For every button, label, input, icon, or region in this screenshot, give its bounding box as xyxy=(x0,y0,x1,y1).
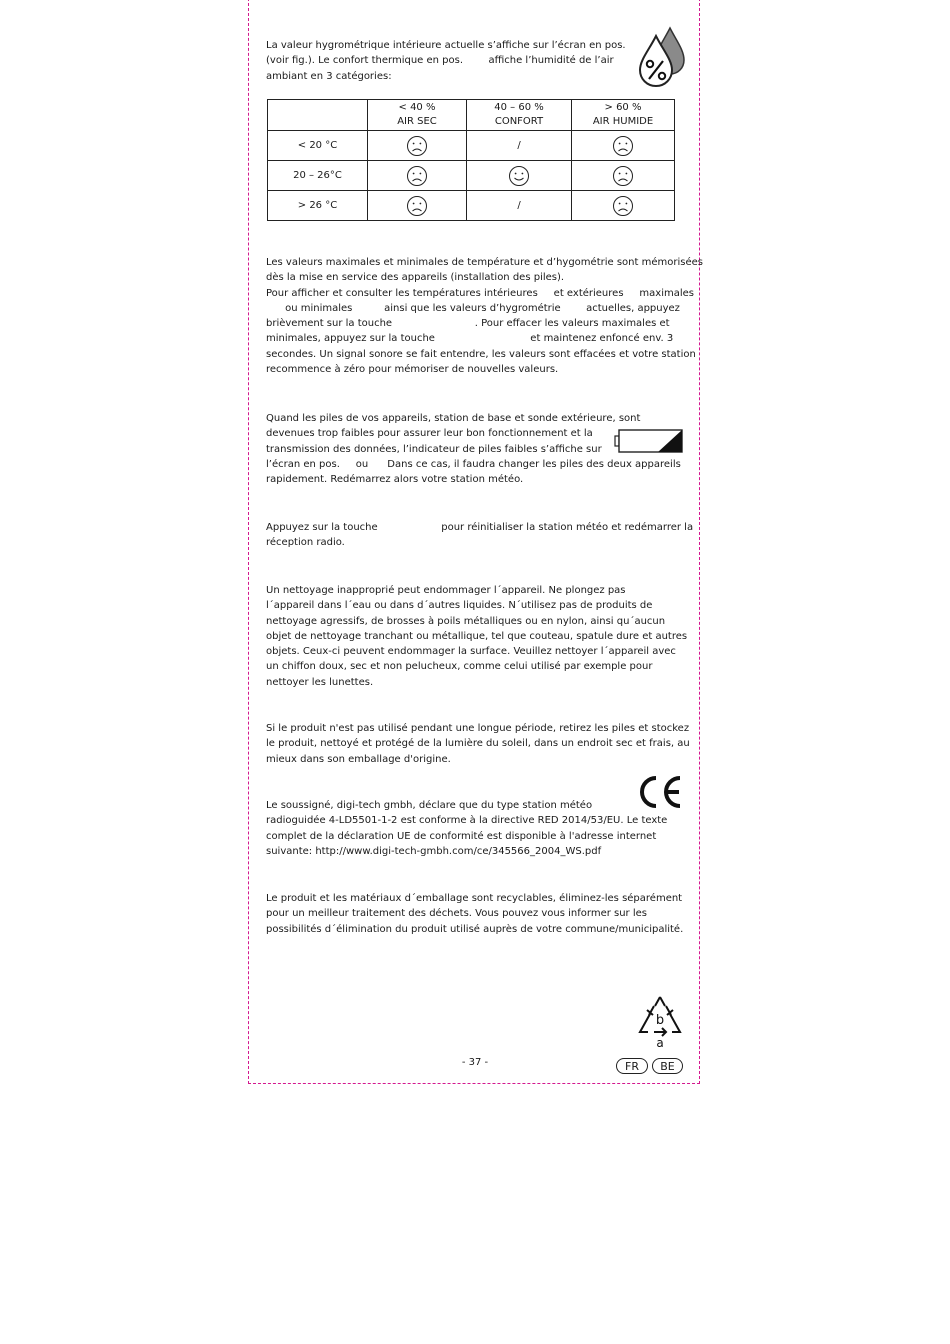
humidity-drop-icon xyxy=(634,26,688,88)
text-line: ou minimales ainsi que les valeurs d’hygrométrie actuelles, appuyez xyxy=(266,302,680,314)
text-line: l´appareil dans l´eau ou dans d´autres liquides. N´utilisez pas de produits de xyxy=(266,600,653,612)
text-line: Le produit et les matériaux d´emballage sont recyclables, éliminez-les séparément xyxy=(266,893,683,904)
table-cell xyxy=(467,161,572,191)
sad-face-icon xyxy=(406,135,428,157)
header-label: AIR SEC xyxy=(397,116,437,127)
text-line: objets. Ceux-ci peuvent endommager la surface. Veuillez nettoyer l´appareil avec xyxy=(266,646,676,658)
table-header-cell xyxy=(467,100,572,131)
text-line: radioguidée 4-LD5501-1-2 est conforme à la directive RED 2014/53/EU. Le texte xyxy=(266,815,668,827)
text-line: pour un meilleur traitement des déchets. Vous pouvez vous informer sur les xyxy=(266,908,647,920)
text-line: Appuyez sur la touche pour réinitialiser la station météo et redémarrer la xyxy=(266,522,694,533)
hygro-intro xyxy=(266,38,626,84)
table-header-row xyxy=(268,100,675,131)
text-line: complet de la déclaration UE de conformité est disponible à l'adresse internet xyxy=(266,830,657,842)
sad-face-icon xyxy=(612,195,634,217)
sad-face-icon xyxy=(406,195,428,217)
row-temp-label: > 26 °C xyxy=(268,191,368,221)
text-line: nettoyage agressifs, de brosses à poils métalliques ou en nylon, ainsi qu´aucun xyxy=(266,615,666,627)
table-row xyxy=(268,131,675,161)
battery-low-icon xyxy=(614,428,684,454)
table-cell xyxy=(368,191,467,221)
text-line: Quand les piles de vos appareils, station de base et sonde extérieure, sont xyxy=(266,413,641,424)
table-cell xyxy=(572,131,675,161)
text-line: l’écran en pos. ou Dans ce cas, il faudra changer les piles des deux appareils xyxy=(266,458,681,470)
country-badge-fr: FR xyxy=(616,1058,648,1074)
text-line: Si le produit n'est pas utilisé pendant une longue période, retirez les piles et stockez xyxy=(266,723,690,734)
page-number: - 37 - xyxy=(461,1057,489,1068)
text-line: dès la mise en service des appareils (installation des piles). xyxy=(266,272,565,284)
sad-face-icon xyxy=(406,165,428,187)
text-line: réception radio. xyxy=(266,537,345,549)
header-label: AIR HUMIDE xyxy=(592,116,654,127)
text-line: transmission des données, l’indicateur de piles faibles s’affiche sur xyxy=(266,443,602,455)
table-header-cell xyxy=(368,100,467,131)
recycle-outer-code: a xyxy=(656,1036,664,1050)
happy-face-icon xyxy=(508,165,530,187)
text-line: recommence à zéro pour mémoriser de nouvelles valeurs. xyxy=(266,364,559,376)
row-temp-label: 20 – 26°C xyxy=(268,161,368,191)
table-cell-none: / xyxy=(467,131,572,161)
text-line: Le soussigné, digi-tech gmbh, déclare que du type station météo xyxy=(266,800,593,811)
recycle-icon xyxy=(636,994,684,1050)
text-line: La valeur hygrométrique intérieure actuelle s’affiche sur l’écran en pos. xyxy=(266,40,626,51)
comfort-table xyxy=(267,99,675,221)
table-row xyxy=(268,191,675,221)
conformity-paragraph xyxy=(266,798,684,859)
text-line: objet de nettoyage tranchant ou métallique, tel que couteau, spatule dure et autres xyxy=(266,630,688,642)
table-header-cell xyxy=(572,100,675,131)
text-line: le produit, nettoyé et protégé de la lumière du soleil, dans un endroit sec et frais, au xyxy=(266,738,690,750)
text-line: ambiant en 3 catégories: xyxy=(266,70,392,82)
table-cell xyxy=(572,191,675,221)
text-line: (voir fig.). Le confort thermique en pos. affiche l’humidité de l’air xyxy=(266,55,614,67)
text-line: Les valeurs maximales et minimales de température et d’hygométrie sont mémorisées xyxy=(266,257,703,268)
text-line: un chiffon doux, sec et non pelucheux, comme celui utilisé par exemple pour xyxy=(266,661,653,673)
text-line: possibilités d´élimination du produit utilisé auprès de votre commune/municipalité. xyxy=(266,923,684,935)
text-line: secondes. Un signal sonore se fait entendre, les valeurs sont effacées et votre station xyxy=(266,348,696,360)
cleaning-paragraph xyxy=(266,583,688,690)
table-cell xyxy=(368,161,467,191)
text-line: Un nettoyage inapproprié peut endommager l´appareil. Ne plongez pas xyxy=(266,585,626,596)
reset-paragraph xyxy=(266,520,694,551)
text-line: brièvement sur la touche . Pour effacer les valeurs maximales et xyxy=(266,318,670,330)
sad-face-icon xyxy=(612,135,634,157)
country-badge-be: BE xyxy=(652,1058,683,1074)
table-corner-cell xyxy=(268,100,368,131)
sad-face-icon xyxy=(612,165,634,187)
table-cell-none: / xyxy=(467,191,572,221)
text-line: rapidement. Redémarrez alors votre station météo. xyxy=(266,474,524,486)
header-range: > 60 % xyxy=(604,102,642,113)
recycle-inner-code: b xyxy=(655,1013,665,1028)
disposal-paragraph xyxy=(266,891,684,937)
storage-paragraph xyxy=(266,721,690,767)
header-range: 40 – 60 % xyxy=(494,102,544,113)
header-label: CONFORT xyxy=(494,116,544,127)
table-cell xyxy=(572,161,675,191)
table-row xyxy=(268,161,675,191)
text-line: devenues trop faibles pour assurer leur bon fonctionnement et la xyxy=(266,428,593,440)
text-line: Pour afficher et consulter les températures intérieures et extérieures maximales xyxy=(266,287,694,299)
minmax-paragraph xyxy=(266,255,703,377)
header-range: < 40 % xyxy=(398,102,436,113)
text-line: suivante: http://www.digi-tech-gmbh.com/ce/345566_2004_WS.pdf xyxy=(266,845,602,857)
text-line: nettoyer les lunettes. xyxy=(266,676,374,688)
table-cell xyxy=(368,131,467,161)
text-line: mieux dans son emballage d'origine. xyxy=(266,753,451,765)
text-line: minimales, appuyez sur la touche et maintenez enfoncé env. 3 xyxy=(266,333,674,345)
row-temp-label: < 20 °C xyxy=(268,131,368,161)
